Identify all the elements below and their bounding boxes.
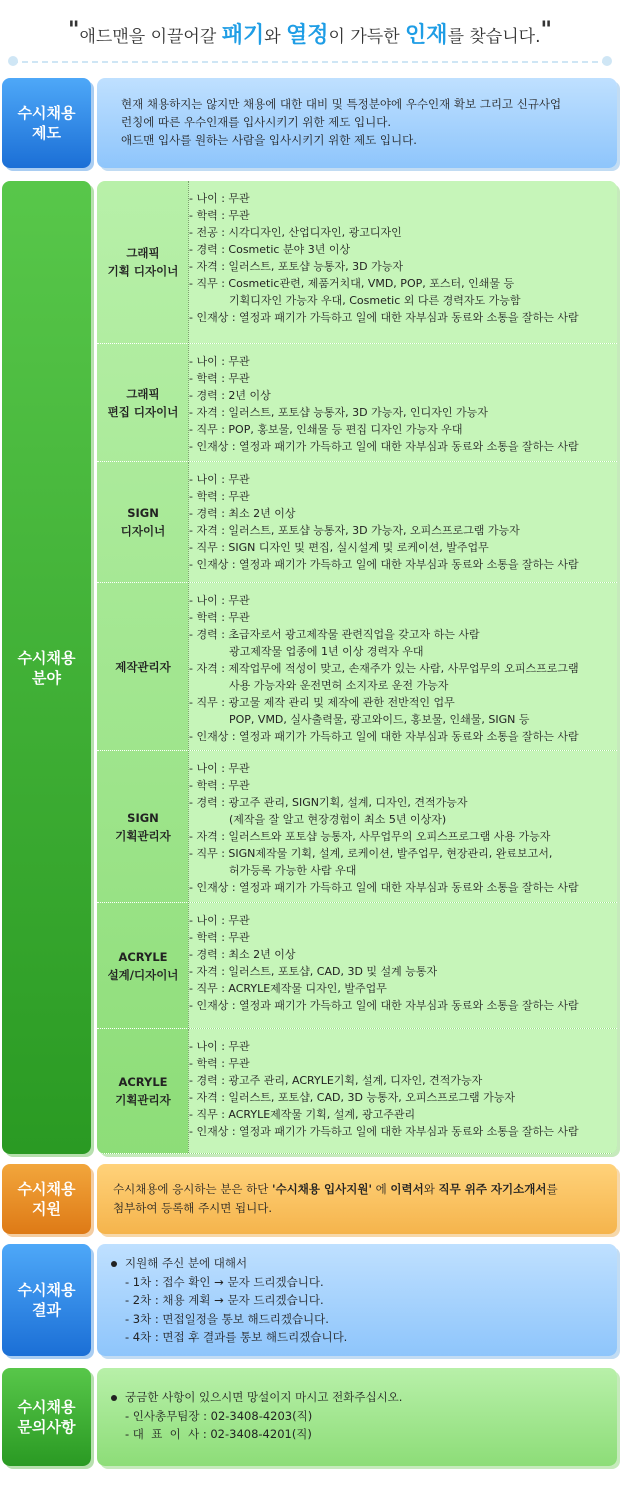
section-field — [0, 181, 620, 1154]
section-apply — [0, 1164, 620, 1234]
role-detail-line: - 나이 : 무관 — [189, 355, 250, 368]
section-label — [2, 181, 91, 1154]
role-detail-line: - 나이 : 무관 — [189, 762, 250, 775]
section-result — [0, 1244, 620, 1356]
role-details — [188, 903, 617, 1028]
text-line: 런칭에 따른 우수인재를 입사시키기 위한 제도 입니다. — [121, 115, 391, 129]
role-row — [97, 1029, 617, 1154]
role-name — [97, 1029, 189, 1153]
role-row — [97, 462, 617, 583]
role-name-text: 그래픽 기획 디자이너 — [107, 246, 179, 278]
section-body — [97, 1244, 617, 1356]
apply-line-2: 첨부하여 등록해 주시면 됩니다. — [113, 1201, 273, 1215]
role-detail-line: - 자격 : 제작업무에 적성이 맞고, 손재주가 있는 사람, 사무업무의 오피스프로그램 — [189, 662, 579, 675]
highlight-talent: 인재 — [405, 23, 448, 48]
role-row — [97, 344, 617, 462]
role-name-text: SIGN 기획관리자 — [115, 810, 171, 843]
role-details — [188, 751, 617, 902]
section-label — [2, 1244, 91, 1356]
role-detail-line: - 경력 : 광고주 관리, ACRYLE기획, 설계, 디자인, 견적가능자 — [189, 1074, 483, 1087]
role-details — [188, 583, 617, 750]
bullet-icon — [111, 1261, 117, 1267]
contact-intro: 궁금한 사항이 있으시면 망설이지 마시고 전화주십시오. — [111, 1388, 402, 1407]
role-detail-line: - 학력 : 무관 — [189, 611, 250, 624]
role-detail-line: - 인재상 : 열정과 패기가 가득하고 일에 대한 자부심과 동료와 소통을 잘하는 사람 — [189, 311, 579, 324]
label-text: 수시채용 결과 — [17, 1281, 76, 1319]
role-name — [97, 903, 189, 1028]
section-system — [0, 78, 620, 170]
section-contact — [0, 1368, 620, 1466]
role-detail-line: - 직무 : Cosmetic관련, 제품거치대, VMD, POP, 포스터, 인쇄물 등 — [189, 277, 515, 290]
role-detail-line: - 인재상 : 열정과 패기가 가득하고 일에 대한 자부심과 동료와 소통을 잘하는 사람 — [189, 730, 579, 743]
section-label — [2, 1164, 91, 1234]
role-detail-line: - 인재상 : 열정과 패기가 가득하고 일에 대한 자부심과 동료와 소통을 잘하는 사람 — [189, 1125, 579, 1138]
section-label — [2, 1368, 91, 1466]
role-detail-line: - 나이 : 무관 — [189, 1040, 250, 1053]
label-text: 수시채용 문의사항 — [17, 1398, 76, 1436]
role-detail-line: - 학력 : 무관 — [189, 209, 250, 222]
section-body — [97, 181, 617, 1154]
role-detail-line: - 학력 : 무관 — [189, 372, 250, 385]
role-details — [188, 1029, 617, 1153]
divider-dot-right — [602, 56, 612, 66]
result-step: - 4차 : 면접 후 결과를 통보 해드리겠습니다. — [125, 1330, 348, 1344]
role-name-text: ACRYLE 기획관리자 — [115, 1075, 171, 1107]
role-detail-line: - 경력 : Cosmetic 분야 3년 이상 — [189, 243, 351, 256]
role-detail-line: - 직무 : SIGN 디자인 및 편집, 실시설계 및 로케이션, 발주업무 — [189, 541, 489, 554]
role-detail-line: - 인재상 : 열정과 패기가 가득하고 일에 대한 자부심과 동료와 소통을 잘하는 사람 — [189, 999, 579, 1012]
role-detail-line: 광고제작물 업종에 1년 이상 경력자 우대 — [229, 645, 424, 658]
label-text: 수시채용 분야 — [17, 648, 76, 687]
bullet-icon — [111, 1395, 117, 1401]
role-row — [97, 903, 617, 1029]
role-name — [97, 583, 189, 750]
role-name — [97, 462, 189, 582]
role-row — [97, 583, 617, 751]
role-detail-line: - 자격 : 일러스트, 포토샵 능통자, 3D 가능자 — [189, 260, 404, 273]
role-detail-line: (제작을 잘 알고 현장경험이 최소 5년 이상자) — [229, 813, 447, 826]
role-detail-line: - 경력 : 최소 2년 이상 — [189, 507, 296, 520]
role-detail-line: - 나이 : 무관 — [189, 594, 250, 607]
text-line: 현재 채용하지는 않지만 채용에 대한 대비 및 특정분야에 우수인재 확보 그리고 신규사업 — [121, 97, 562, 111]
contact-line: - 대 표 이 사 : 02-3408-4201(직) — [125, 1427, 312, 1441]
role-name-text: ACRYLE 설계/디자이너 — [107, 949, 179, 982]
role-detail-line: - 전공 : 시각디자인, 산업디자인, 광고디자인 — [189, 226, 402, 239]
role-detail-line: - 인재상 : 열정과 패기가 가득하고 일에 대한 자부심과 동료와 소통을 잘하는 사람 — [189, 558, 579, 571]
role-detail-line: - 직무 : SIGN제작물 기획, 설계, 로케이션, 발주업무, 현장관리, 완료보고서, — [189, 847, 553, 860]
role-detail-line: - 직무 : POP, 홍보물, 인쇄물 등 편집 디자인 가능자 우대 — [189, 423, 463, 436]
section-body — [97, 1368, 617, 1466]
role-detail-line: - 경력 : 최소 2년 이상 — [189, 948, 296, 961]
role-name-text: 제작관리자 — [115, 659, 171, 674]
highlight-passion: 패기 — [221, 23, 265, 48]
role-detail-line: - 자격 : 일러스트, 포토샵, CAD, 3D 능통자, 오피스프로그램 가능자 — [189, 1091, 516, 1104]
role-detail-line: - 자격 : 일러스트, 포토샵 능통자, 3D 가능자, 오피스프로그램 가능자 — [189, 524, 520, 537]
role-detail-line: - 경력 : 2년 이상 — [189, 389, 271, 402]
result-step: - 2차 : 채용 계획 → 문자 드리겠습니다. — [125, 1293, 324, 1307]
highlight-zeal: 열정 — [286, 23, 329, 48]
role-name-text: SIGN 디자이너 — [120, 506, 166, 538]
role-detail-line: - 학력 : 무관 — [189, 931, 250, 944]
role-detail-line: - 학력 : 무관 — [189, 490, 250, 503]
role-name — [97, 344, 189, 461]
section-body — [97, 1164, 617, 1234]
header-divider — [12, 61, 608, 63]
role-detail-line: - 자격 : 일러스트와 포토샵 능통자, 사무업무의 오피스프로그램 사용 가능자 — [189, 830, 551, 843]
role-detail-line: - 인재상 : 열정과 패기가 가득하고 일에 대한 자부심과 동료와 소통을 잘하는 사람 — [189, 440, 579, 453]
role-details — [188, 462, 617, 582]
role-detail-line: - 직무 : ACRYLE제작물 기획, 설계, 광고주관리 — [189, 1108, 416, 1121]
page-title: "애드맨을 이끌어갈 패기와 열정이 가득한 인재를 찾습니다." — [68, 18, 552, 48]
section-body — [97, 78, 617, 168]
role-detail-line: - 경력 : 광고주 관리, SIGN기획, 설계, 디자인, 견적가능자 — [189, 796, 468, 809]
role-detail-line: - 직무 : ACRYLE제작물 디자인, 발주업무 — [189, 982, 387, 995]
role-detail-line: 사용 가능자와 운전면허 소지자로 운전 가능자 — [229, 679, 449, 692]
apply-line-1: 수시채용에 응시하는 분은 하단 '수시채용 입사지원' 에 이력서와 직무 위주 자기소개서를 — [113, 1182, 558, 1196]
result-intro: 지원해 주신 분에 대해서 — [111, 1254, 347, 1273]
role-detail-line: - 학력 : 무관 — [189, 779, 250, 792]
role-detail-line: - 나이 : 무관 — [189, 914, 250, 927]
role-detail-line: - 인재상 : 열정과 패기가 가득하고 일에 대한 자부심과 동료와 소통을 잘하는 사람 — [189, 881, 579, 894]
role-detail-line: - 직무 : 광고물 제작 관리 및 제작에 관한 전반적인 업무 — [189, 696, 455, 709]
role-name — [97, 181, 189, 343]
role-detail-line: - 자격 : 일러스트, 포토샵, CAD, 3D 및 설계 능통자 — [189, 965, 438, 978]
result-step: - 1차 : 접수 확인 → 문자 드리겠습니다. — [125, 1274, 324, 1289]
role-detail-line: - 경력 : 초급자로서 광고제작물 관련직업을 갖고자 하는 사람 — [189, 628, 480, 641]
label-text: 수시채용 지원 — [17, 1180, 76, 1218]
role-detail-line: - 자격 : 일러스트, 포토샵 능통자, 3D 가능자, 인디자인 가능자 — [189, 406, 488, 419]
role-detail-line: 기획디자인 가능자 우대, Cosmetic 외 다른 경력자도 가능함 — [229, 294, 521, 307]
role-detail-line: POP, VMD, 실사출력물, 광고와이드, 홍보물, 인쇄물, SIGN 등 — [229, 713, 530, 726]
section-label — [2, 78, 91, 168]
text-line: 애드맨 입사를 원하는 사람을 입사시키기 위한 제도 입니다. — [121, 133, 417, 147]
contact-line: - 인사총무팀장 : 02-3408-4203(직) — [125, 1408, 313, 1423]
role-name — [97, 751, 189, 902]
role-details — [188, 344, 617, 461]
role-detail-line: - 나이 : 무관 — [189, 473, 250, 486]
role-detail-line: - 학력 : 무관 — [189, 1057, 250, 1070]
result-step: - 3차 : 면접일정을 통보 해드리겠습니다. — [125, 1311, 329, 1326]
role-row — [97, 181, 617, 344]
role-row — [97, 751, 617, 903]
role-name-text: 그래픽 편집 디자이너 — [107, 386, 179, 419]
role-detail-line: 허가등록 가능한 사람 우대 — [229, 864, 357, 877]
role-detail-line: - 나이 : 무관 — [189, 192, 250, 205]
role-details — [188, 181, 617, 343]
label-text: 수시채용 제도 — [17, 104, 76, 142]
